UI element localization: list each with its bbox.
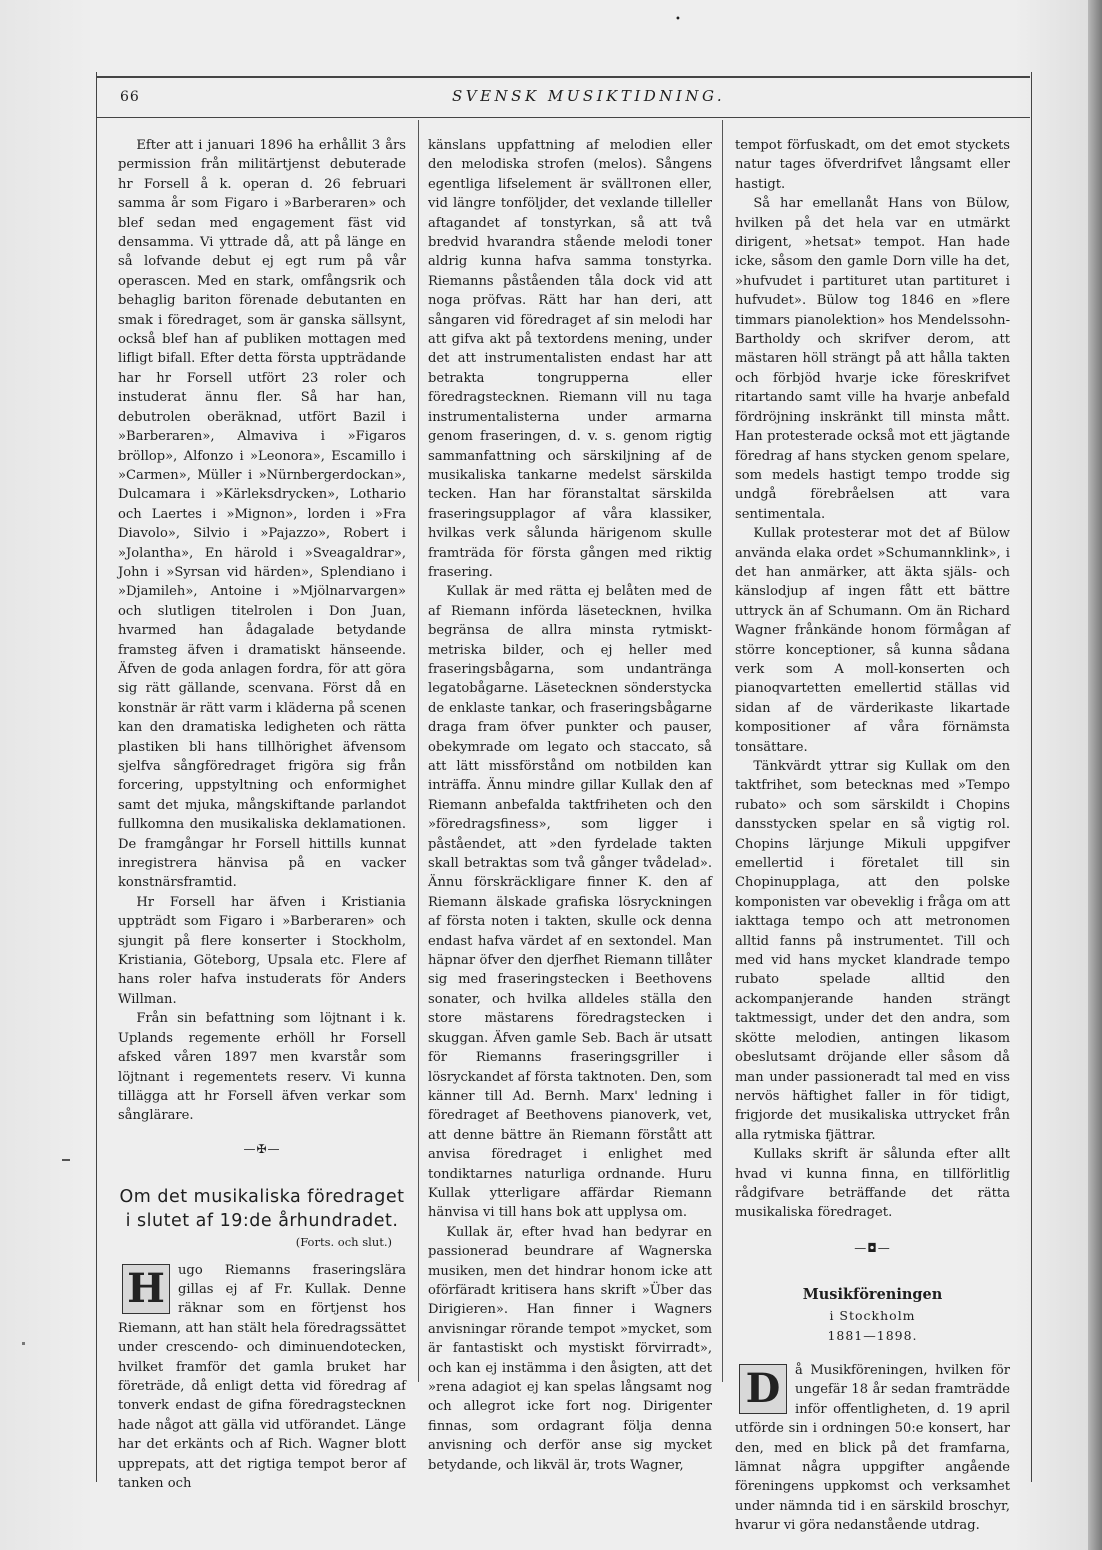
header-rule-bottom <box>96 117 1030 118</box>
section-years: 1881—1898. <box>827 1327 918 1343</box>
paragraph: Efter att i januari 1896 ha erhållit 3 års permission från militärtjenst debuterade hr Forsell å k. operan d. 26 februari samma år som Figaro i »Barberaren» och blef sedan med engagement fäst vid densamma. Vi yttrade då, att på länge en så lofvande debut ej egt rum på vår operascen. Med en stark, omfångsrik och behaglig bariton förenade debutanten en smak i föredraget, som är ganska sällsynt, också blef han af publiken mottagen med lifligt bifall. Efter detta första uppträdande har hr Forsell utfört 23 roler och instuderat ännu fler. Så har han, debutrolen oberäknad, utfört Bazil i »Barberaren», Almaviva i »Figaros bröllop», Alfonzo i »Leonora», Escamillo i »Carmen», Müller i »Nürnbergerdockan», Dulcamara i »Kärleksdrycken», Lothario och Laertes i »Mignon», lorden i »Fra Diavolo», Silvio i »Pajazzo», Robert i »Jolantha», En härold i »Sveagaldrar», John i »Syrsan vid härden», Splendiano i »Djamileh», Antoine i »Mjölnarvargen» och slutligen titelrolen i Don Juan, hvarmed han ådagalade betydande framsteg äfven i dramatiskt hänseende. Äfven de goda anlagen fordra, för att göra sig rätt gällande, scenvana. Först då en konstnär är rätt varm i kläderna på scenen kan den dramatiska ledigheten och rätta plastiken bli hans tillhörighet äfvensom sjelfva sångföredraget frigöra sig från forcering, uppstyltning och enformighet samt det mjuka, mångskiftande parlandot fullkomna den musikaliska deklamationen. De framgångar hr Forsell hittills kunnat inregistrera hänvisa på en vacker konstnärsframtid. <box>118 138 406 891</box>
paragraph: Tänkvärdt yttrar sig Kullak om den taktfrihet, som betecknas med »Tempo rubato» och som särskildt i Chopins dansstycken spelar en så vigtig rol. Chopins lärjunge Mikuli uppgifver emellertid i företalet till sin Chopinupplaga, att den polske komponisten var obeveklig i fråga om att iakttaga tempo och att metronomen alltid fanns på instrumentet. Till och med vid hans mycket klandrade tempo rubato spelade alltid den ackompanjerande handen strängt taktmessigt, under det den andra, som skötte melodien, antingen likasom obeslutsamt dröjande eller såsom då man under passioneradt tal med en viss nervös häftighet faller in för tidigt, frigjorde det musikaliska uttrycket från alla rytmiska fjättrar. <box>735 759 1010 1143</box>
paragraph: Så har emellanåt Hans von Bülow, hvilken på det hela var en utmärkt dirigent, »hetsat» tempot. Han hade icke, såsom den gamle Dorn ville ha det, »hufvudet i partituret utan partituret i hufvudet». Bülow tog 1846 en »flere timmars pianolektion» hos Mendelssohn-Bartholdy och skrifver derom, att mästaren höll strängt på att hålla takten och förbjöd hvarje icke föreskrifvet ritartando samt ville ha hvarje anbefald fördröjning inskränkt till minsta mått. Han protesterade också mot ett jägtande föredrag af hans stycken genom spelare, som medels hastigt tempo trodde sig undgå förebråelsen att vara sentimentala. <box>735 196 1010 522</box>
ornament-divider: —✠— <box>243 1141 281 1156</box>
paragraph-text: å Musikföreningen, hvilken för ungefär 18 år sedan framträdde inför offentligheten, d. 19 april utförde sin i ordningen 50:e konsert, har den, med en blick på det framfarna, lämnat några uppgifter angående föreningens uppkomst och verksamhet under nämnda tid i en särskild broschyr, hvarur vi göra nedanstående utdrag. <box>735 1362 1010 1534</box>
paragraph-dropcap <box>735 1361 1010 1536</box>
paragraph: Kullak är, efter hvad han bedyrar en passionerad beundrare af Wagnerska musiken, men det hindrar honom icke att oförfäradt kritisera hans skrift »Über das Dirigieren». Han finner i Wagners anvisningar rörande tempot »mycket, som är fantastiskt och mystiskt förvirradt», och kan ej instämma i den åsigten, att det »rena adagiot ej kan spelas långsamt nog och allegrot icke fort nog. Dirigenter finnas, som ordagrant följa denna anvisning och derför anse sig mycket betydande, och likväl är, trots Wagner, <box>428 1224 712 1473</box>
column-rule-1 <box>418 120 419 1382</box>
margin-mark <box>62 1159 70 1161</box>
dropcap-d: D <box>739 1364 787 1414</box>
paragraph-text: ugo Riemanns fraseringslära gillas ej af Fr. Kullak. Denne räknar som en förtjenst hos Riemann, att han stält hela föredragssättet under crescendo- och diminuendotecken, hvilket framför det gamla bruket har företräde, då enligt detta vid föredrag af tonverk endast de gifna föredragstecknen hade något att gälla vid utförandet. Länge har det erkänts och af Rich. Wagner blott upprepats, att det rigtiga tempot beror af tanken och <box>118 1262 406 1491</box>
article-title-line-2: i slutet af 19:de århundradet. <box>125 1211 399 1232</box>
running-title: SVENSK MUSIKTIDNING. <box>452 87 726 105</box>
page-number: 66 <box>120 89 140 105</box>
paragraph: tempot förfuskadt, om det emot styckets natur tages öfverdrifvet långsamt eller hastigt. <box>735 138 1010 192</box>
paragraph: Från sin befattning som löjtnant i k. Uplands regemente erhöll hr Forsell afsked våren 1897 men kvarstår som löjtnant i regementets reserv. Vi kunna tillägga att hr Forsell äfven verkar som sånglärare. <box>118 1011 406 1124</box>
column-1 <box>118 136 406 1493</box>
printer-dot: • <box>675 14 681 25</box>
header-rule-top <box>96 76 1030 78</box>
paragraph: Kullaks skrift är sålunda efter allt hvad vi kunna finna, en tillförlitlig rådgifvare beträffande det rätta musikaliska föredraget. <box>735 1147 1010 1221</box>
column-rule-2 <box>722 120 723 1382</box>
section-title: Musikföreningen <box>802 1286 943 1304</box>
ornament-divider: —◘— <box>854 1240 891 1255</box>
section-subtitle: i Stockholm <box>829 1308 916 1324</box>
paragraph: Hr Forsell har äfven i Kristiania uppträdt som Figaro i »Barberaren» och sjungit på flere konserter i Stockholm, Kristiania, Göteborg, Upsala etc. Flere af hans roler hafva instuderats för Anders Willman. <box>118 894 406 1007</box>
dropcap-h: H <box>122 1264 170 1314</box>
article-title-line-1: Om det musikaliska föredraget <box>119 1187 405 1208</box>
paragraph: Kullak är med rätta ej belåten med de af Riemann införda läsetecknen, hvilka begränsa de allra minsta rytmiskt-metriska bilder, och ej heller med fraseringsbågarna, som undantränga legatobågarne. Läsetecknen sönderstycka de enklaste tankar, och fraseringsbågarne draga fram öfver punkter och pauser, obekymrade om legato och staccato, så att lätt missförstånd om notbilden kan inträffa. Ännu mindre gillar Kullak den af Riemann anbefalda taktfriheten och den »föredragsfiness», som ligger i påståendet, att »den fyrdelade takten skall betraktas som två gånger tvådelad». Ännu förskräckligare finner K. den af Riemann älskade grafiska lösryckningen af första noten i takten, skulle ock denna endast hafva värdet af en sextondel. Man häpnar öfver den djerfhet Riemann tillåter sig med fraseringstecken i Beethovens sonater, och hvilka alldeles ställa den store mästarens föredragstecken i skuggan. Äfven gamle Seb. Bach är utsatt för Riemanns fraseringsgriller i lösryckandet af första taktnoten. Den, som känner till Ad. Bernh. Marx' ledning i föredraget af Beethovens pianoverk, vet, att denne bättre än Riemann förstått att anvisa föredraget i enlighet med tondiktarnes naturliga ordnande. Huru Kullak ytterligare affärdar Riemann hänvisa vi till hans bok att upplysa om. <box>428 584 712 1221</box>
paragraph: Kullak protesterar mot det af Bülow använda elaka ordet »Schumannklink», i det han anmärker, att äkta själs- och känslodjup af ingen fått ett bättre uttryck än af Schumann. Om än Richard Wagner frånkände honom förmågan af större konceptioner, så kunna sådana verk som A moll-konserten och pianoqvartetten emellertid ställas vid sidan af de värderikaste likartade kompositioner af våra förnämsta tonsättare. <box>735 526 1010 755</box>
column-3 <box>735 136 1010 1536</box>
paragraph: känslans uppfattning af melodien eller den melodiska strofen (melos). Sångens egentliga lifselement är svällтonen eller, vid längre tonföljder, det vexlande tilleller aftagandet af tonstyrkan, så att två bredvid hvarandra stående melodi toner aldrig kunna hafva samma tonstyrka. Riemanns påståenden tåla dock vid att noga pröfvas. Rätt har han deri, att sångaren vid föredraget af sin melodi har att gifva akt på textordens mening, under det att instrumentalisten endast har att betrakta tongrupperna eller föredragstecknen. Riemann vill nu taga instrumentalisterna under armarna genom fraseringen, d. v. s. genom rigtig sammanfattning och särskiljning af de musikaliska tankarne medelst särskilda tecken. Han har föranstaltat särskilda fraseringsupplagor af våra klassiker, hvilkas verk sålunda härigenom skulle framträda för första gången med riktig frasering. <box>428 138 712 580</box>
page-edge-shadow <box>1088 0 1102 1550</box>
column-2 <box>428 136 712 1475</box>
margin-speck <box>22 1342 25 1345</box>
continued-note: (Forts. och slut.) <box>295 1235 392 1250</box>
paragraph-dropcap <box>118 1261 406 1494</box>
